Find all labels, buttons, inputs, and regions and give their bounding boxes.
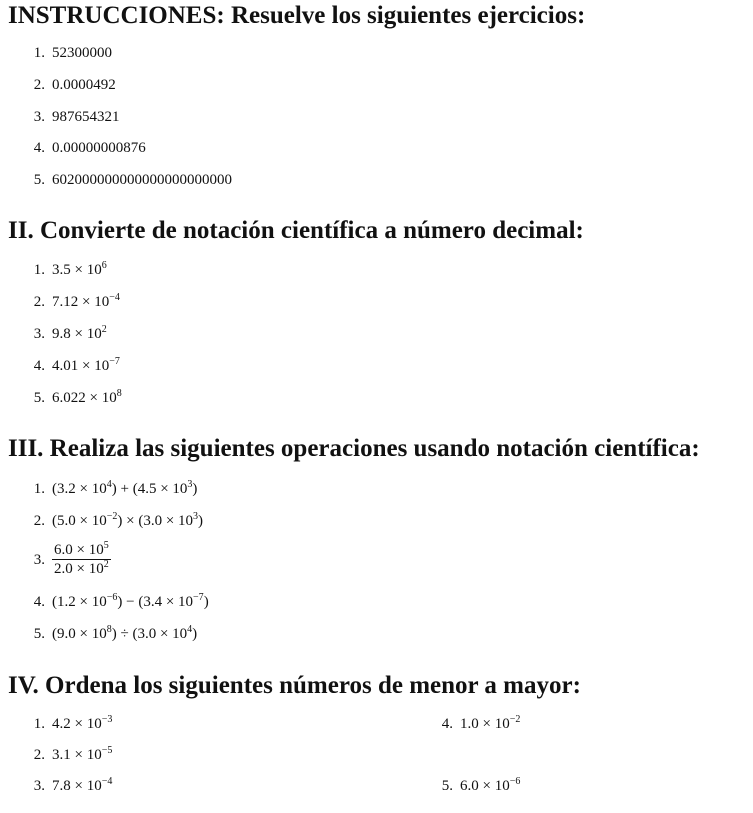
item-number: 5. (441, 778, 453, 794)
s4-item-3: 3. $7.8 \times 10^{-4}$ (24, 776, 112, 796)
s2-item-2: 2. $7.12 \times 10^{-4}$ (24, 292, 120, 312)
s3-item-1: 1. $(3.2 \times 10^4) + (4.5 \times 10^3)$ (24, 479, 197, 499)
s3-item-2: 2. $(5.0 \times 10^{-2}) \times (3.0 \times 10^3)$ (24, 511, 203, 531)
s1-item-2 (24, 75, 116, 95)
item-number: 1. (33, 45, 45, 61)
item-number: 4. (33, 358, 45, 374)
s4-item-4: 4. $1.0 \times 10^{-2}$ (432, 714, 520, 734)
item-number: 5. (33, 626, 45, 642)
section-4-title: IV. Ordena los siguientes números de menor a mayor: (8, 672, 581, 699)
fraction: $\frac{6.0 \times 10^5}{2.0 \times 10^2}$ (54, 540, 109, 577)
item-number: 2. (33, 77, 45, 93)
item-number: 2. (33, 513, 45, 529)
s3-item-4: 4. $(1.2 \times 10^{-6}) - (3.4 \times 10^{-7})$ (24, 592, 209, 612)
s1-item-4 (24, 138, 146, 158)
item-value: 52300000 (52, 45, 112, 61)
item-value: 0.00000000876 (52, 140, 146, 156)
s3-item-3 (24, 541, 111, 578)
item-value: 987654321 (52, 109, 120, 125)
s1-item-5 (24, 170, 232, 190)
item-number: 1. (33, 716, 45, 732)
s4-item-2: 2. $3.1 \times 10^{-5}$ (24, 745, 112, 765)
item-number: 1. (33, 262, 45, 278)
item-number: 5. (33, 390, 45, 406)
item-number: 2. (33, 294, 45, 310)
s1-item-3 (24, 107, 120, 127)
item-number: 3. (33, 326, 45, 342)
section-2-title: II. Convierte de notación científica a número decimal: (8, 217, 584, 244)
item-number: 3. (33, 551, 45, 568)
item-number: 2. (33, 747, 45, 763)
item-number: 3. (33, 109, 45, 125)
section-3-title: III. Realiza las siguientes operaciones usando notación científica: (8, 435, 700, 462)
item-number: 4. (441, 716, 453, 732)
s2-item-1: 1. $3.5 \times 10^6$ (24, 260, 107, 280)
item-number: 5. (33, 172, 45, 188)
item-number: 4. (33, 594, 45, 610)
s4-item-5: 5. $6.0 \times 10^{-6}$ (432, 776, 520, 796)
s2-item-4: 4. $4.01 \times 10^{-7}$ (24, 356, 120, 376)
s2-item-3: 3. $9.8 \times 10^2$ (24, 324, 107, 344)
item-number: 1. (33, 481, 45, 497)
item-value: 0.0000492 (52, 77, 116, 93)
item-number: 4. (33, 140, 45, 156)
item-value: 602000000000000000000000 (52, 172, 232, 188)
s1-item-1 (24, 43, 112, 63)
s4-item-1: 1. $4.2 \times 10^{-3}$ (24, 714, 112, 734)
s3-item-5: 5. $(9.0 \times 10^8) \div (3.0 \times 10^4)$ (24, 624, 197, 644)
section-1-title: INSTRUCCIONES: Resuelve los siguientes ejercicios: (8, 2, 586, 29)
s2-item-5: 5. $6.022 \times 10^8$ (24, 388, 122, 408)
item-number: 3. (33, 778, 45, 794)
